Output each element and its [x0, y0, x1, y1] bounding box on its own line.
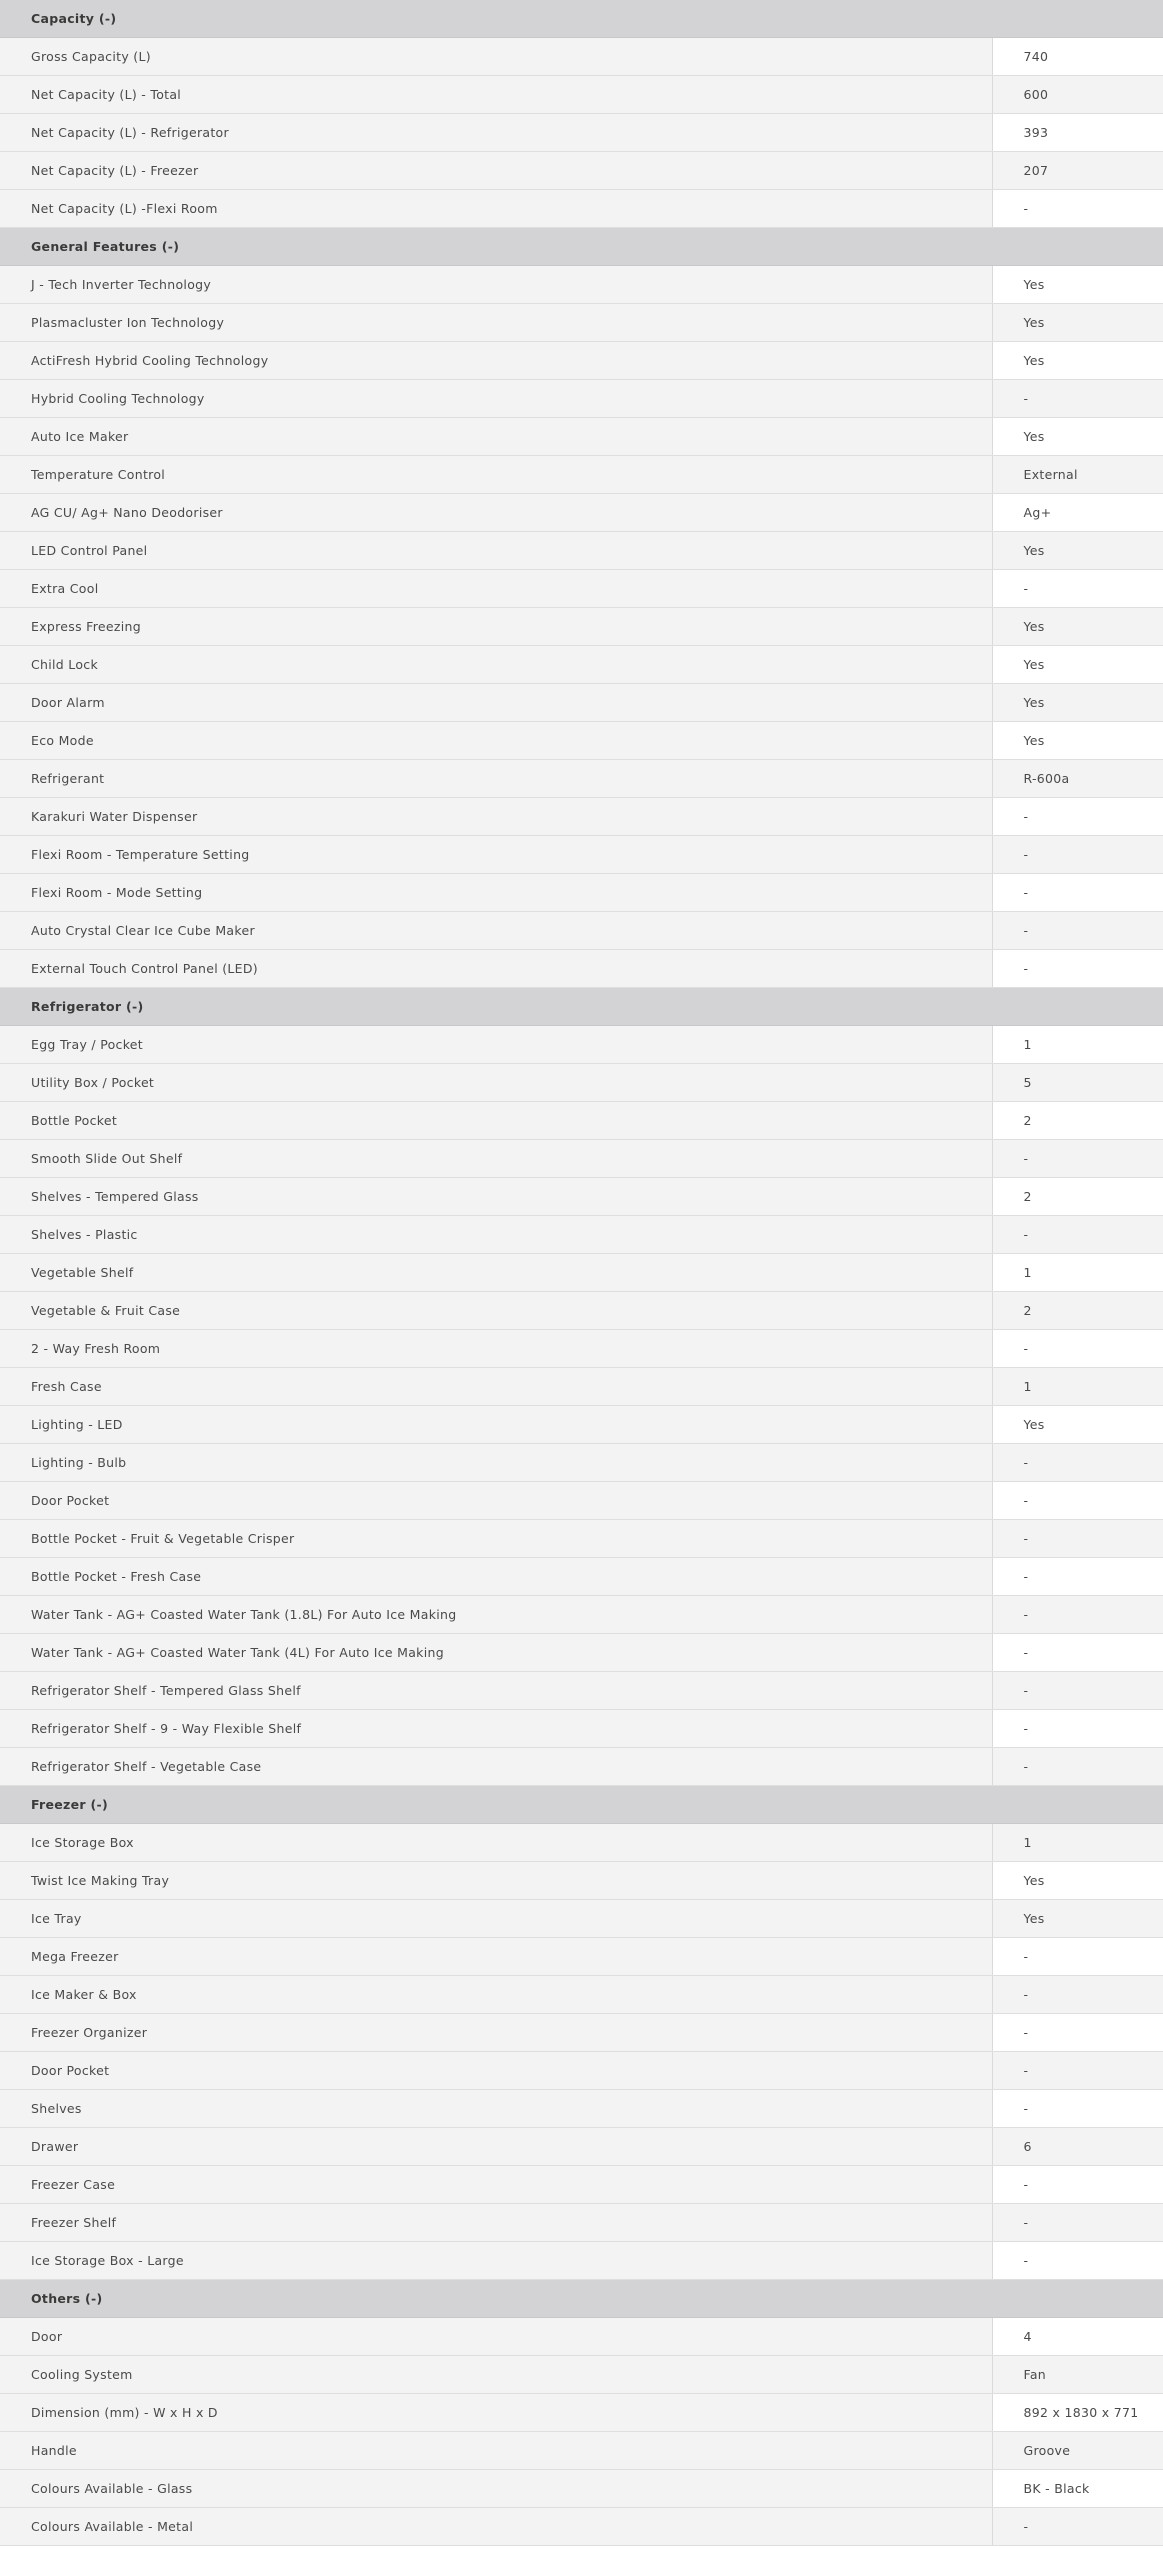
spec-label: AG CU/ Ag+ Nano Deodoriser — [0, 494, 992, 532]
spec-row — [0, 1938, 1163, 1976]
spec-value: Groove — [992, 2432, 1163, 2470]
spec-value: - — [992, 2204, 1163, 2242]
spec-value: 600 — [992, 76, 1163, 114]
spec-row — [0, 2470, 1163, 2508]
spec-row — [0, 2318, 1163, 2356]
spec-label: Flexi Room - Mode Setting — [0, 874, 992, 912]
spec-value: Yes — [992, 684, 1163, 722]
spec-row — [0, 76, 1163, 114]
spec-value: - — [992, 1672, 1163, 1710]
spec-value: BK - Black — [992, 2470, 1163, 2508]
spec-row — [0, 456, 1163, 494]
spec-value: Yes — [992, 646, 1163, 684]
spec-value: - — [992, 1216, 1163, 1254]
spec-row — [0, 1026, 1163, 1064]
spec-value: - — [992, 1710, 1163, 1748]
section-title[interactable]: Capacity (-) — [0, 0, 1163, 38]
spec-value: - — [992, 2090, 1163, 2128]
spec-label: Express Freezing — [0, 608, 992, 646]
spec-value: - — [992, 2014, 1163, 2052]
spec-value: - — [992, 1330, 1163, 1368]
spec-row — [0, 912, 1163, 950]
spec-label: Gross Capacity (L) — [0, 38, 992, 76]
spec-value: - — [992, 1520, 1163, 1558]
spec-label: Egg Tray / Pocket — [0, 1026, 992, 1064]
spec-label: Shelves - Plastic — [0, 1216, 992, 1254]
spec-row — [0, 2052, 1163, 2090]
spec-row — [0, 380, 1163, 418]
spec-label: Cooling System — [0, 2356, 992, 2394]
spec-label: Net Capacity (L) -Flexi Room — [0, 190, 992, 228]
spec-row — [0, 342, 1163, 380]
spec-label: Drawer — [0, 2128, 992, 2166]
spec-label: Bottle Pocket - Fruit & Vegetable Crisper — [0, 1520, 992, 1558]
spec-row — [0, 684, 1163, 722]
spec-value: - — [992, 836, 1163, 874]
section-title[interactable]: Others (-) — [0, 2280, 1163, 2318]
spec-row — [0, 1330, 1163, 1368]
spec-label: ActiFresh Hybrid Cooling Technology — [0, 342, 992, 380]
spec-row — [0, 570, 1163, 608]
section-header[interactable] — [0, 988, 1163, 1026]
spec-label: Door Alarm — [0, 684, 992, 722]
spec-value: - — [992, 1596, 1163, 1634]
spec-row — [0, 1368, 1163, 1406]
spec-label: Refrigerator Shelf - Vegetable Case — [0, 1748, 992, 1786]
spec-value: - — [992, 1976, 1163, 2014]
spec-label: Net Capacity (L) - Total — [0, 76, 992, 114]
spec-value: 207 — [992, 152, 1163, 190]
spec-label: Handle — [0, 2432, 992, 2470]
spec-label: Fresh Case — [0, 1368, 992, 1406]
spec-row — [0, 1900, 1163, 1938]
spec-label: Flexi Room - Temperature Setting — [0, 836, 992, 874]
spec-row — [0, 760, 1163, 798]
spec-label: Bottle Pocket — [0, 1102, 992, 1140]
spec-label: Refrigerator Shelf - Tempered Glass Shelf — [0, 1672, 992, 1710]
spec-row — [0, 2014, 1163, 2052]
spec-value: - — [992, 2166, 1163, 2204]
spec-row — [0, 2356, 1163, 2394]
spec-value: Yes — [992, 1406, 1163, 1444]
spec-label: Freezer Shelf — [0, 2204, 992, 2242]
spec-value: 1 — [992, 1026, 1163, 1064]
spec-row — [0, 1064, 1163, 1102]
spec-row — [0, 1596, 1163, 1634]
spec-value: - — [992, 2242, 1163, 2280]
spec-label: Utility Box / Pocket — [0, 1064, 992, 1102]
spec-label: Water Tank - AG+ Coasted Water Tank (4L) For Auto Ice Making — [0, 1634, 992, 1672]
spec-row — [0, 1558, 1163, 1596]
spec-value: 1 — [992, 1824, 1163, 1862]
spec-row — [0, 608, 1163, 646]
spec-label: Child Lock — [0, 646, 992, 684]
spec-value: Fan — [992, 2356, 1163, 2394]
spec-value: 892 x 1830 x 771 — [992, 2394, 1163, 2432]
spec-value: 4 — [992, 2318, 1163, 2356]
spec-row — [0, 836, 1163, 874]
spec-label: Lighting - Bulb — [0, 1444, 992, 1482]
spec-row — [0, 2166, 1163, 2204]
spec-row — [0, 190, 1163, 228]
spec-value: 1 — [992, 1368, 1163, 1406]
spec-value: - — [992, 950, 1163, 988]
spec-label: Colours Available - Metal — [0, 2508, 992, 2546]
spec-label: Eco Mode — [0, 722, 992, 760]
spec-value: - — [992, 2052, 1163, 2090]
spec-row — [0, 1520, 1163, 1558]
spec-label: Net Capacity (L) - Freezer — [0, 152, 992, 190]
spec-value: - — [992, 874, 1163, 912]
spec-row — [0, 722, 1163, 760]
section-title[interactable]: General Features (-) — [0, 228, 1163, 266]
spec-row — [0, 1672, 1163, 1710]
spec-value: - — [992, 1938, 1163, 1976]
spec-label: Door — [0, 2318, 992, 2356]
spec-label: External Touch Control Panel (LED) — [0, 950, 992, 988]
spec-row — [0, 2128, 1163, 2166]
spec-row — [0, 2204, 1163, 2242]
spec-label: Auto Crystal Clear Ice Cube Maker — [0, 912, 992, 950]
spec-row — [0, 1102, 1163, 1140]
spec-row — [0, 1444, 1163, 1482]
spec-row — [0, 114, 1163, 152]
spec-value: Ag+ — [992, 494, 1163, 532]
spec-value: - — [992, 2508, 1163, 2546]
spec-value: 2 — [992, 1292, 1163, 1330]
spec-value: - — [992, 1140, 1163, 1178]
spec-value: R-600a — [992, 760, 1163, 798]
spec-label: Refrigerator Shelf - 9 - Way Flexible Shelf — [0, 1710, 992, 1748]
section-title[interactable]: Freezer (-) — [0, 1786, 1163, 1824]
spec-label: Ice Tray — [0, 1900, 992, 1938]
spec-value: - — [992, 1444, 1163, 1482]
spec-value: 2 — [992, 1178, 1163, 1216]
spec-row — [0, 266, 1163, 304]
spec-value: - — [992, 798, 1163, 836]
spec-value: 1 — [992, 1254, 1163, 1292]
spec-row — [0, 304, 1163, 342]
section-title[interactable]: Refrigerator (-) — [0, 988, 1163, 1026]
spec-value: 5 — [992, 1064, 1163, 1102]
spec-label: Hybrid Cooling Technology — [0, 380, 992, 418]
spec-value: Yes — [992, 1862, 1163, 1900]
spec-row — [0, 1140, 1163, 1178]
spec-row — [0, 2432, 1163, 2470]
spec-row — [0, 1862, 1163, 1900]
spec-value: Yes — [992, 418, 1163, 456]
spec-value: - — [992, 1482, 1163, 1520]
spec-label: Plasmacluster Ion Technology — [0, 304, 992, 342]
spec-label: Smooth Slide Out Shelf — [0, 1140, 992, 1178]
spec-label: Bottle Pocket - Fresh Case — [0, 1558, 992, 1596]
spec-value: Yes — [992, 532, 1163, 570]
spec-value: Yes — [992, 342, 1163, 380]
spec-row — [0, 1254, 1163, 1292]
spec-row — [0, 418, 1163, 456]
spec-row — [0, 38, 1163, 76]
spec-label: Freezer Case — [0, 2166, 992, 2204]
spec-row — [0, 2242, 1163, 2280]
spec-value: - — [992, 570, 1163, 608]
spec-row — [0, 1216, 1163, 1254]
spec-row — [0, 2508, 1163, 2546]
spec-label: Auto Ice Maker — [0, 418, 992, 456]
spec-row — [0, 1292, 1163, 1330]
spec-value: - — [992, 1748, 1163, 1786]
section-header[interactable] — [0, 0, 1163, 38]
spec-row — [0, 1482, 1163, 1520]
spec-label: Twist Ice Making Tray — [0, 1862, 992, 1900]
spec-label: Colours Available - Glass — [0, 2470, 992, 2508]
spec-row — [0, 798, 1163, 836]
spec-label: Dimension (mm) - W x H x D — [0, 2394, 992, 2432]
spec-label: Temperature Control — [0, 456, 992, 494]
spec-label: Ice Storage Box — [0, 1824, 992, 1862]
section-header[interactable] — [0, 2280, 1163, 2318]
spec-row — [0, 874, 1163, 912]
spec-label: Door Pocket — [0, 2052, 992, 2090]
spec-label: Shelves — [0, 2090, 992, 2128]
spec-label: Refrigerant — [0, 760, 992, 798]
spec-label: Water Tank - AG+ Coasted Water Tank (1.8L) For Auto Ice Making — [0, 1596, 992, 1634]
spec-value: External — [992, 456, 1163, 494]
spec-label: Net Capacity (L) - Refrigerator — [0, 114, 992, 152]
section-header[interactable] — [0, 1786, 1163, 1824]
spec-label: Lighting - LED — [0, 1406, 992, 1444]
spec-row — [0, 1824, 1163, 1862]
spec-value: Yes — [992, 722, 1163, 760]
spec-label: Freezer Organizer — [0, 2014, 992, 2052]
spec-row — [0, 1178, 1163, 1216]
spec-label: Vegetable Shelf — [0, 1254, 992, 1292]
spec-row — [0, 646, 1163, 684]
spec-label: Ice Maker & Box — [0, 1976, 992, 2014]
spec-label: J - Tech Inverter Technology — [0, 266, 992, 304]
spec-row — [0, 152, 1163, 190]
spec-value: 393 — [992, 114, 1163, 152]
spec-value: - — [992, 1634, 1163, 1672]
spec-value: Yes — [992, 608, 1163, 646]
spec-value: Yes — [992, 266, 1163, 304]
spec-value: - — [992, 190, 1163, 228]
spec-row — [0, 1976, 1163, 2014]
spec-row — [0, 1634, 1163, 1672]
spec-row — [0, 532, 1163, 570]
spec-label: Extra Cool — [0, 570, 992, 608]
spec-row — [0, 950, 1163, 988]
spec-value: - — [992, 912, 1163, 950]
spec-label: Shelves - Tempered Glass — [0, 1178, 992, 1216]
spec-value: 740 — [992, 38, 1163, 76]
spec-label: Mega Freezer — [0, 1938, 992, 1976]
spec-row — [0, 1710, 1163, 1748]
spec-label: Ice Storage Box - Large — [0, 2242, 992, 2280]
spec-value: 6 — [992, 2128, 1163, 2166]
spec-label: 2 - Way Fresh Room — [0, 1330, 992, 1368]
spec-value: - — [992, 1558, 1163, 1596]
spec-row — [0, 494, 1163, 532]
spec-value: 2 — [992, 1102, 1163, 1140]
spec-row — [0, 2394, 1163, 2432]
spec-label: Karakuri Water Dispenser — [0, 798, 992, 836]
spec-row — [0, 1406, 1163, 1444]
spec-value: Yes — [992, 304, 1163, 342]
spec-label: LED Control Panel — [0, 532, 992, 570]
spec-row — [0, 1748, 1163, 1786]
section-header[interactable] — [0, 228, 1163, 266]
spec-row — [0, 2090, 1163, 2128]
spec-label: Door Pocket — [0, 1482, 992, 1520]
spec-label: Vegetable & Fruit Case — [0, 1292, 992, 1330]
spec-value: - — [992, 380, 1163, 418]
spec-value: Yes — [992, 1900, 1163, 1938]
